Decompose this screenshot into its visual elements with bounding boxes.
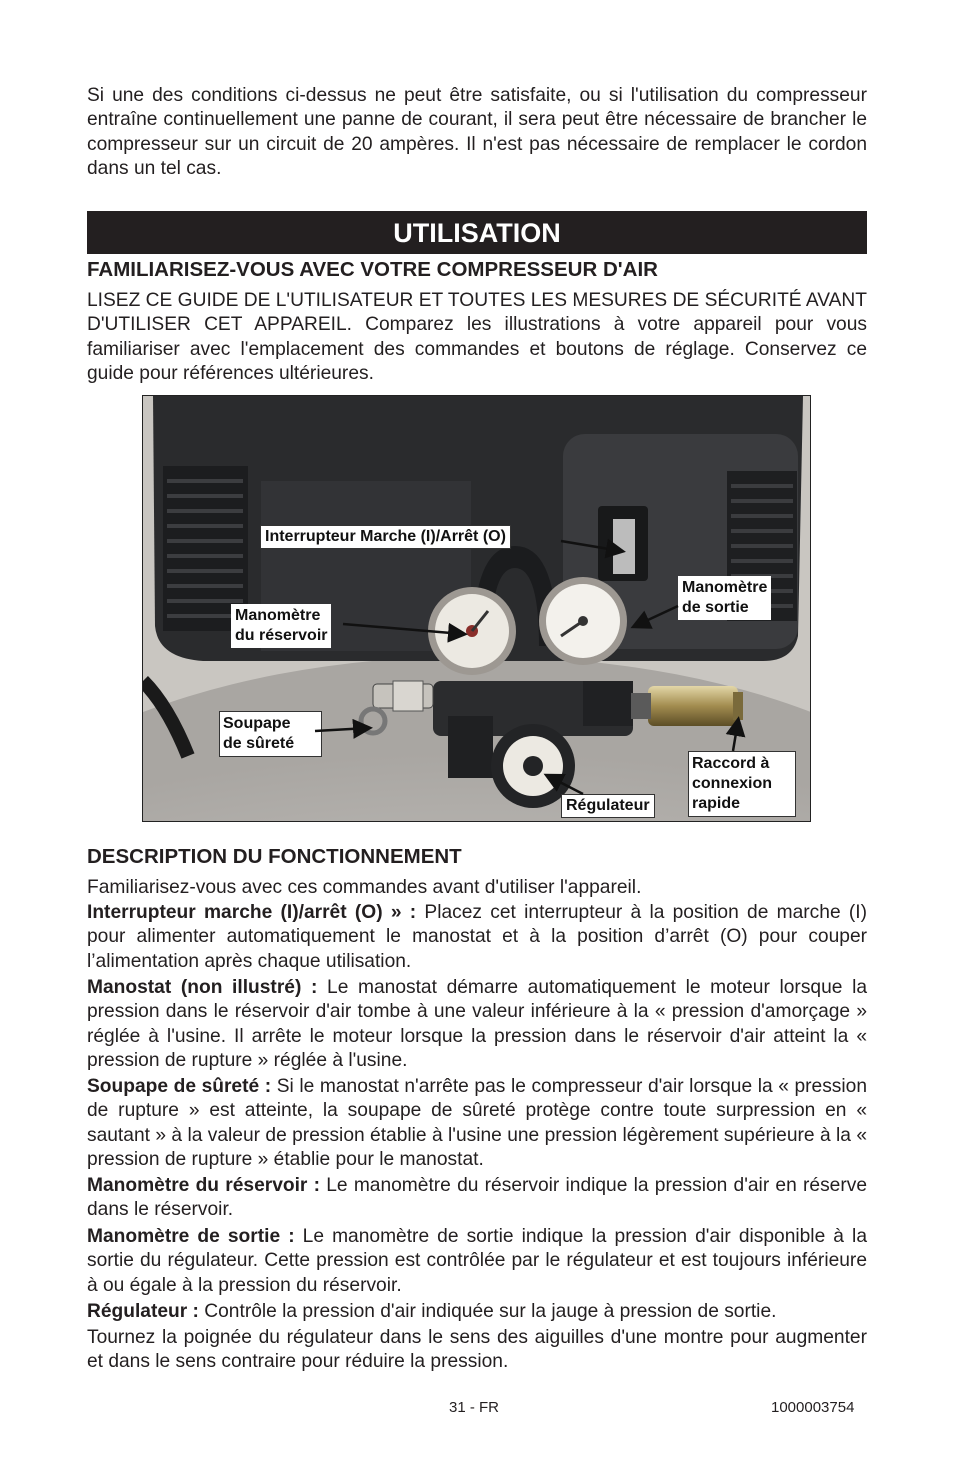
desc-item-safety-valve — [87, 1075, 867, 1173]
desc-item-tank-gauge — [87, 1174, 867, 1223]
callout-outlet-gauge-label-2: de sortie — [682, 599, 749, 616]
intro-paragraph: Si une des conditions ci-dessus ne peut être satisfaite, ou si l'utilisation du compresseur entraîne continuellement une panne de courant, il sera peut être nécessaire de brancher le compresseur sur un circuit de 20 ampères. Il n'est pas nécessaire de remplacer le cordon dans un tel cas. — [87, 85, 867, 180]
callout-tank-gauge-label-2: du réservoir — [235, 627, 328, 644]
callout-quick-coupler-label-2: connexion — [692, 775, 773, 792]
desc-item-switch-term: Interrupteur marche (I)/arrêt (O) » : — [87, 902, 417, 923]
section-title: UTILISATION — [87, 211, 867, 254]
page-number: 31 - FR — [449, 1399, 500, 1416]
doc-number: 1000003754 — [771, 1399, 855, 1416]
desc-item-tank-gauge-text: Le manomètre du réservoir indique la pression d'air en réserve dans le réservoir. — [87, 1175, 867, 1221]
desc-item-safety-valve-text: Si le manostat n'arrête pas le compresseur d'air lorsque la « pression de rupture » est atteinte, la soupape de sûreté protège contre toute surpression en « sautant » à la valeur de pression établie à l'usine une pression légèrement supérieure à la « pression de rupture » établie pour le manostat. — [87, 1076, 867, 1171]
callout-safety-valve — [219, 711, 322, 757]
desc-item-outlet-gauge-text: Le manomètre de sortie indique la pression d'air disponible à la sortie du régulateur. Cette pression est contrôlée par le régulateur et est toujours inférieure à ou égale à la pression du réservoir. — [87, 1226, 867, 1296]
callout-quick-coupler — [688, 751, 796, 817]
description-closing: Tournez la poignée du régulateur dans le sens des aiguilles d'une montre pour augmenter et dans le sens contraire pour réduire la pression. — [87, 1327, 867, 1373]
compressor-photo — [142, 395, 811, 822]
desc-item-pressure-switch — [87, 976, 867, 1074]
callout-regulator — [561, 794, 655, 818]
description-heading: DESCRIPTION DU FONCTIONNEMENT — [87, 845, 462, 868]
familiarize-body: LISEZ CE GUIDE DE L'UTILISATEUR ET TOUTES LES MESURES DE SÉCURITÉ AVANT D'UTILISER CET APPAREIL. Comparez les illustrations à votre appareil pour vous familiariser avec l'emplacement des commandes et boutons de réglage. Conservez ce guide pour références ultérieures. — [87, 290, 867, 385]
callout-outlet-gauge — [678, 576, 771, 620]
callout-regulator-label: Régulateur — [566, 797, 650, 814]
description-intro: Familiarisez-vous avec ces commandes avant d'utiliser l'appareil. — [87, 877, 642, 898]
callout-tank-gauge — [231, 604, 331, 648]
callout-safety-valve-label-2: de sûreté — [223, 735, 295, 752]
desc-item-switch — [87, 901, 867, 974]
desc-item-pressure-switch-text: Le manostat démarre automatiquement le moteur lorsque la pression dans le réservoir d'air tombe à une valeur inférieure à la « pression d'amorçage » réglée à l'usine. Il arrête le moteur lorsque la pression dans le réservoir d'air atteint la « pression de rupture » réglée à l'usine. — [87, 977, 868, 1072]
callout-quick-coupler-label-1: Raccord à — [692, 755, 770, 772]
callout-outlet-gauge-label-1: Manomètre — [682, 579, 768, 596]
desc-item-tank-gauge-term: Manomètre du réservoir : — [87, 1175, 321, 1196]
desc-item-safety-valve-term: Soupape de sûreté : — [87, 1076, 272, 1097]
callout-quick-coupler-label-3: rapide — [692, 795, 741, 812]
desc-item-switch-text: Placez cet interrupteur à la position de marche (I) pour alimenter automatiquement le manostat et à la position d’arrêt (O) pour couper l’alimentation après chaque utilisation. — [87, 902, 867, 972]
desc-item-outlet-gauge — [87, 1225, 867, 1298]
callout-switch-label: Interrupteur Marche (I)/Arrêt (O) — [265, 528, 506, 545]
familiarize-heading: FAMILIARISEZ-VOUS AVEC VOTRE COMPRESSEUR D'AIR — [87, 258, 658, 281]
desc-item-regulator-text: Contrôle la pression d'air indiquée sur la jauge à pression de sortie. — [198, 1301, 777, 1322]
desc-item-outlet-gauge-term: Manomètre de sortie : — [87, 1226, 295, 1247]
desc-item-regulator-term: Régulateur : — [87, 1301, 199, 1322]
callout-switch — [260, 525, 511, 549]
callout-safety-valve-label-1: Soupape — [223, 715, 291, 732]
callout-tank-gauge-label-1: Manomètre — [235, 607, 321, 624]
desc-item-pressure-switch-term: Manostat (non illustré) : — [87, 977, 318, 998]
desc-item-regulator — [87, 1300, 867, 1324]
